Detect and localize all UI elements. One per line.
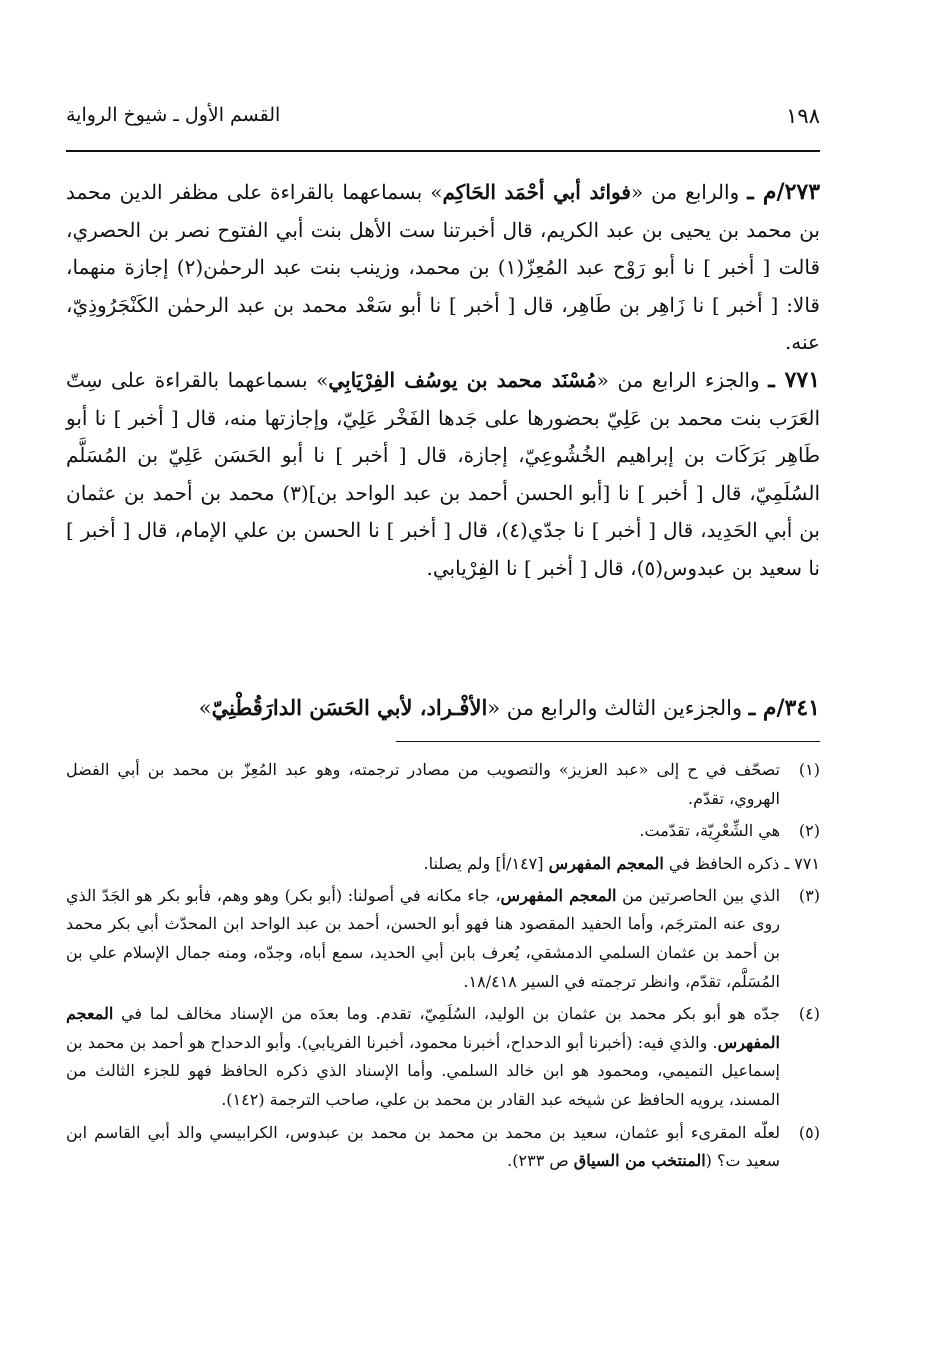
footnote-reference bbox=[66, 850, 820, 878]
main-text bbox=[66, 174, 820, 588]
footnote-lead: الذي بين الحاصرتين من bbox=[616, 885, 781, 905]
footnote bbox=[66, 882, 820, 996]
footnote-bold: المنتخب من السياق bbox=[573, 1151, 706, 1171]
footnote-bold: المعجم المفهرس bbox=[548, 853, 664, 873]
footnote-lead: لعلّه المقرىء أبو عثمان، سعيد بن محمد بن محمد بن محمد بن عبدوس، الكرابيسي والد أبي القاسم ابن سعيد ت؟ ( bbox=[66, 1122, 780, 1171]
entry-text: » بسماعهما بالقراءة على مظفر الدين محمد بن محمد بن يحيى بن عبد الكريم، قال أخبرتنا ست الأهل بنت أبي الفتوح نصر بن الحصري، قالت [ أخبر ] نا أبو رَوْح عبد المُعِزّ(١) بن محمد، وزينب بنت عبد الرحمٰن(٢) إجازة منهما، قالا: [ أخبر ] نا زَاهِر بن طَاهِر، قال [ أخبر ] نا أبو سَعْد محمد بن عبد الرحمٰن الكَنْجَرُوذِيّ، عنه. bbox=[66, 180, 820, 355]
footnote-bold: المعجم المفهرس bbox=[66, 1004, 780, 1052]
footnote-bold: المعجم المفهرس bbox=[500, 885, 617, 905]
entry-lead: والجزء الرابع من « bbox=[596, 367, 760, 392]
footnotes bbox=[66, 756, 820, 1180]
header-rule bbox=[66, 150, 820, 152]
footnote bbox=[66, 756, 820, 813]
entry-text: » bbox=[198, 696, 212, 720]
footnote-text: هي الشِّعْرِيّة، تقدّمت. bbox=[639, 821, 780, 841]
footnote-mark: (٣) bbox=[798, 885, 820, 905]
entry-number: ٣٤١/م ـ bbox=[748, 695, 820, 721]
entry-number: ٧٧١ ـ bbox=[768, 366, 821, 393]
footnote-text: . والذي فيه: (أخبرنا أبو الدحداح، أخبرنا محمود، أخبرنا الفريابي). وأبو الدحداح هو أحمد بن محمد بن إسماعيل التميمي، ومحمود هو ابن خالد السلمي. وأما الإسناد الذي ذكره الحافظ فهو للجزء الثالث من المسند، يرويه الحافظ عن شيخه عبد القادر بن محمد بن علي، صاحب الترجمة (١٤٢). bbox=[66, 1032, 781, 1109]
footnote-lead: جدّه هو أبو بكر محمد بن عثمان بن الوليد، السُلَمِيّ، تقدم. وما بعدَه من الإسناد مخالف لما في bbox=[113, 1004, 780, 1024]
footnote-mark: (٥) bbox=[798, 1122, 820, 1142]
footnote-mark: (٢) bbox=[798, 821, 820, 841]
footnote bbox=[66, 817, 820, 846]
footnote-body bbox=[66, 1000, 780, 1114]
entry-341 bbox=[66, 690, 820, 726]
entry-lead: والجزءين الثالث والرابع من « bbox=[487, 696, 743, 720]
footnote-rule bbox=[396, 741, 820, 742]
footnote-body bbox=[66, 1119, 780, 1176]
footnote bbox=[66, 1119, 820, 1176]
book-title: مُسْنَد محمد بن يوسُف الفِرْيَابِي bbox=[328, 367, 597, 392]
entry-lead: والرابع من « bbox=[630, 180, 740, 204]
footnote-lead: ٧٧١ ـ ذكره الحافظ في bbox=[663, 853, 820, 873]
entry-number: ٢٧٣/م ـ bbox=[747, 179, 821, 205]
footnote-text: ص ٢٣٣). bbox=[507, 1151, 574, 1171]
book-title: فوائد أبي أحْمَد الحَاكِم bbox=[442, 180, 631, 204]
footnote-text: تصحّف في ح إلى «عبد العزيز» والتصويب من مصادر ترجمته، وهو عبد المُعِزّ بن محمد بن أبي الفضل الهروي، تقدّم. bbox=[66, 760, 781, 808]
book-title: الأفْـراد، لأبي الحَسَن الدارَقُطْنِيّ bbox=[211, 695, 488, 720]
page-number: ١٩٨ bbox=[786, 104, 820, 128]
entry-text: » بسماعهما بالقراءة على سِتّ العَرَب بنت محمد بن عَلِيّ بحضورها على جَدها الفَخْر عَلِيّ، وإجازتها منه، قال [ أخبر ] نا أبو طَاهِر بَرَكَات بن إبراهيم الخُشُوعِيّ، إجازة، قال [ أخبر ] نا أبو الحَسَن عَلِيّ بن المُسَلَّم السُلَمِيّ، قال [ أخبر ] نا [أبو الحسن أحمد بن عبد الواحد بن](٣) محمد بن أحمد بن عثمان بن أبي الحَدِيد، قال [ أخبر ] نا جدّي(٤)، قال [ أخبر ] نا الحسن بن علي الإمام، قال [ أخبر ] نا سعيد بن عبدوس(٥)، قال [ أخبر ] نا الفِرْيابي. bbox=[66, 367, 821, 580]
page-header bbox=[66, 104, 820, 144]
footnote-mark: (٤) bbox=[798, 1004, 820, 1024]
footnote-text: ، جاء مكانه في أصولنا: (أبو بكر) وهو وهم، فأبو بكر هو الجَدّ الذي روى عنه المترجَم، وأما الحفيد المقصود هنا فهو أبو الحسن، أحمد بن عبد الواحد ابن المحدّث أبي بكر محمد بن أحمد بن عثمان السلمي الدمشقي، يُعرف بابن أبي الحديد، سمع أباه، وجدّه، ومنه جمال الإسلام علي بن المُسَلَّم، تقدّم، وانظر ترجمته في السير ١٨/٤١٨. bbox=[66, 885, 781, 991]
running-title: القسم الأول ـ شيوخ الرواية bbox=[66, 104, 281, 126]
footnote bbox=[66, 1000, 820, 1114]
entry-771 bbox=[66, 362, 820, 588]
footnote-body bbox=[66, 882, 780, 996]
entry-273 bbox=[66, 174, 820, 362]
footnote-mark: (١) bbox=[798, 760, 820, 779]
footnote-text: [١٤٧/أ] ولم يصلنا. bbox=[423, 853, 549, 873]
